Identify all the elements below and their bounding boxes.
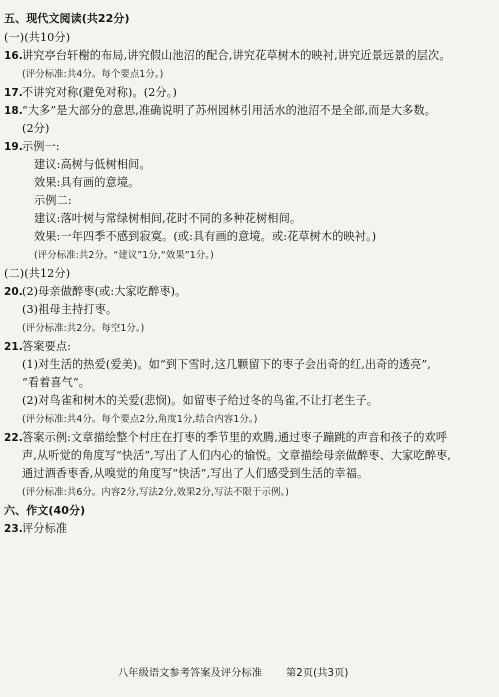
q17-answer: 不讲究对称(避免对称)。(2分。) xyxy=(22,86,177,99)
q19-example-2: 示例二: xyxy=(34,194,72,207)
q23-number: 23. xyxy=(4,523,23,535)
section-six-title: 六、作文(40分) xyxy=(4,504,86,517)
q19-example-1-suggestion: 建议:高树与低树相间。 xyxy=(34,158,151,171)
q21-point-1-cont: “看着喜气”。 xyxy=(22,376,91,389)
q19-scoring: (评分标准:共2分。“建议”1分,“效果”1分。) xyxy=(34,250,214,261)
q21-number: 21. xyxy=(4,341,23,353)
q19-example-2-effect: 效果:一年四季不感到寂寞。(或:具有画的意境。或:花草树木的映衬。) xyxy=(34,230,377,243)
q17-number: 17. xyxy=(4,87,23,99)
q20-number: 20. xyxy=(4,286,23,298)
q22-answer-line-1: 答案示例:文章描绘整个村庄在打枣的季节里的欢腾,通过枣子蹦跳的声音和孩子的欢呼 xyxy=(22,431,448,444)
q22-answer-line-2: 声,从听觉的角度写“快活”,写出了人们内心的愉悦。文章描绘母亲做醉枣、大家吃醉枣, xyxy=(22,449,451,462)
q20-answer-3: (3)祖母主持打枣。 xyxy=(22,303,118,316)
q16-number: 16. xyxy=(4,50,23,62)
q20-answer-2: (2)母亲做醉枣(或:大家吃醉枣)。 xyxy=(22,285,187,298)
q19-example-1: 示例一: xyxy=(22,140,60,153)
q21-point-2: (2)对鸟雀和树木的关爱(悲悯)。如留枣子给过冬的鸟雀,不让打老生子。 xyxy=(22,394,379,407)
q21-scoring: (评分标准:共4分。每个要点2分,角度1分,结合内容1分。) xyxy=(22,414,258,425)
q18-scoring: (2分) xyxy=(22,122,50,135)
q21-point-1: (1)对生活的热爱(爱美)。如“到下雪时,这几颗留下的枣子会出奇的红,出奇的透亮”, xyxy=(22,358,431,371)
q22-scoring: (评分标准:共6分。内容2分,写法2分,效果2分,写法不限于示例。) xyxy=(22,487,289,498)
part-two-heading: (二)(共12分) xyxy=(4,267,71,280)
q22-number: 22. xyxy=(4,432,23,444)
q16-answer: 讲究亭台轩榭的布局,讲究假山池沼的配合,讲究花草树木的映衬,讲究近景远景的层次。 xyxy=(22,49,451,62)
q19-example-2-suggestion: 建议:落叶树与常绿树相间,花时不同的多种花树相间。 xyxy=(34,212,302,225)
q16-scoring: (评分标准:共4分。每个要点1分。) xyxy=(22,69,164,80)
q18-answer: “大多”是大部分的意思,准确说明了苏州园林引用活水的池沼不是全部,而是大多数。 xyxy=(22,104,437,117)
q22-answer-line-3: 通过酒香枣香,从嗅觉的角度写“快活”,写出了人们感受到生活的幸福。 xyxy=(22,467,369,480)
q21-heading: 答案要点: xyxy=(22,340,72,353)
q19-number: 19. xyxy=(4,141,23,153)
section-five-title: 五、现代文阅读(共22分) xyxy=(4,12,130,25)
q19-example-1-effect: 效果:具有画的意境。 xyxy=(34,176,140,189)
q18-number: 18. xyxy=(4,105,23,117)
q20-scoring: (评分标准:共2分。每空1分。) xyxy=(22,323,145,334)
footer-title: 八年级语文参考答案及评分标准 xyxy=(118,668,263,679)
part-one-heading: (一)(共10分) xyxy=(4,31,71,44)
q23-text: 评分标准 xyxy=(22,522,68,535)
footer-page-number: 第2页(共3页) xyxy=(286,668,349,679)
